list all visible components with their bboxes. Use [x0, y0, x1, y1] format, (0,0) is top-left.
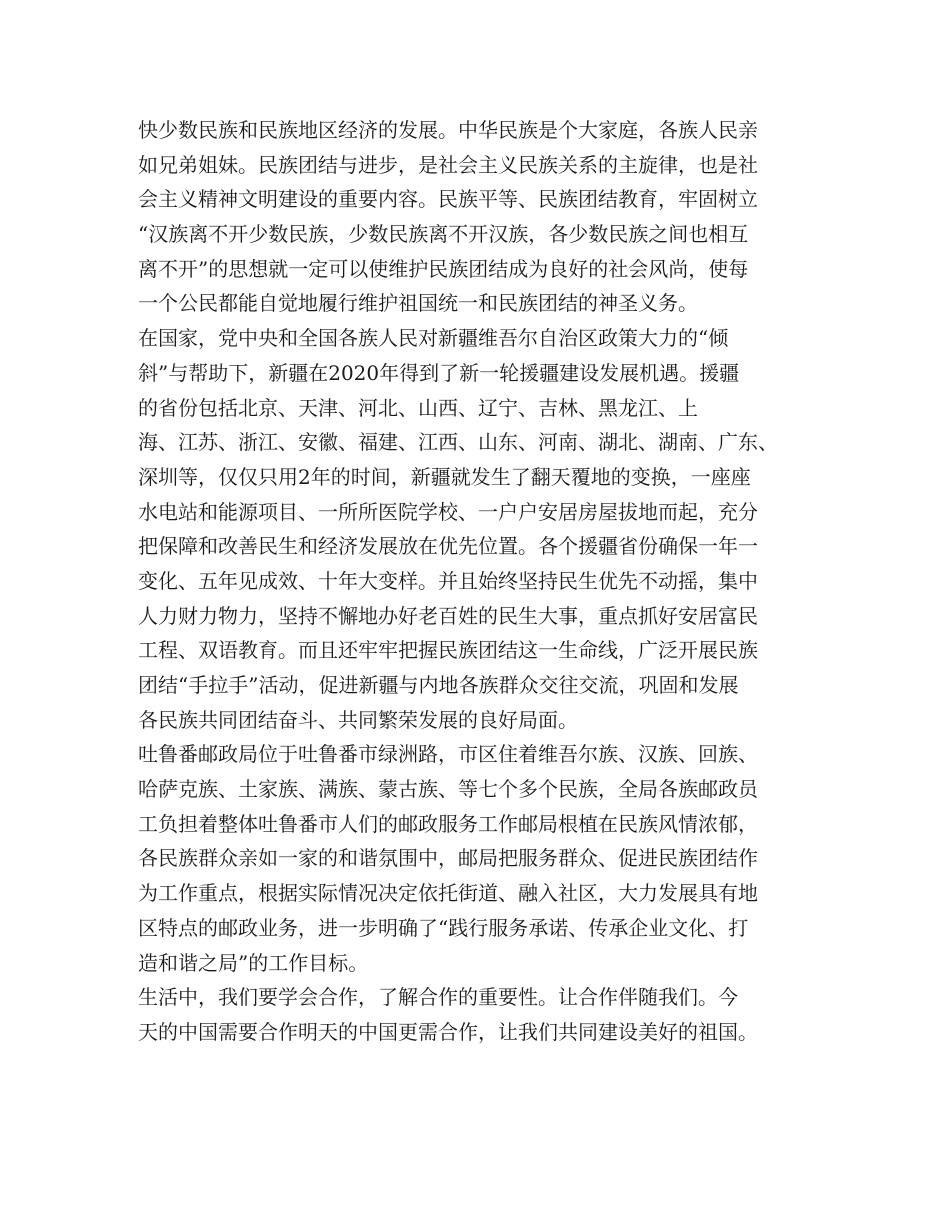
text-line: 区特点的邮政业务，进一步明确了“践行服务承诺、传承企业文化、打	[138, 915, 749, 940]
text-line: 天的中国需要合作明天的中国更需合作，让我们共同建设美好的祖国。	[138, 1019, 758, 1044]
text-line: 各民族群众亲如一家的和谐氛围中，邮局把服务群众、促进民族团结作	[138, 846, 758, 871]
text-line: 把保障和改善民生和经济发展放在优先位置。各个援疆省份确保一年一	[138, 534, 758, 559]
text-line: 一个公民都能自觉地履行维护祖国统一和民族团结的神圣义务。	[138, 291, 698, 316]
text-line: 海、江苏、浙江、安徽、福建、江西、山东、河南、湖北、湖南、广东、	[138, 430, 778, 455]
text-line: 离不开”的思想就一定可以使维护民族团结成为良好的社会风尚，使每	[138, 256, 749, 281]
text-line: “汉族离不开少数民族，少数民族离不开汉族，各少数民族之间也相互	[138, 222, 749, 247]
text-line: 变化、五年见成效、十年大变样。并且始终坚持民生优先不动摇，集中	[138, 568, 758, 593]
text-line: 各民族共同团结奋斗、共同繁荣发展的良好局面。	[138, 707, 578, 732]
text-line: 工负担着整体吐鲁番市人们的邮政服务工作邮局根植在民族风情浓郁，	[138, 811, 758, 836]
text-line: 会主义精神文明建设的重要内容。民族平等、民族团结教育，牢固树立	[138, 187, 758, 212]
text-line: 斜”与帮助下，新疆在2020年得到了新一轮援疆建设发展机遇。援疆	[138, 360, 740, 385]
text-line: 的省份包括北京、天津、河北、山西、辽宁、吉林、黑龙江、上	[138, 395, 698, 420]
text-line: 工程、双语教育。而且还牢牢把握民族团结这一生命线，广泛开展民族	[138, 638, 758, 663]
text-line: 快少数民族和民族地区经济的发展。中华民族是个大家庭，各族人民亲	[138, 118, 758, 142]
text-line: 如兄弟姐妹。民族团结与进步，是社会主义民族关系的主旋律，也是社	[138, 152, 758, 177]
text-line: 团结“手拉手”活动，促进新疆与内地各族群众交往交流，巩固和发展	[138, 673, 739, 697]
text-line: 哈萨克族、土家族、满族、蒙古族、等七个多个民族，全局各族邮政员	[138, 777, 758, 802]
text-line: 深圳等，仅仅只用2年的时间，新疆就发生了翻天覆地的变换，一座座	[138, 464, 751, 489]
text-line: 造和谐之局”的工作目标。	[138, 950, 369, 975]
text-line: 生活中，我们要学会合作，了解合作的重要性。让合作伴随我们。今	[138, 985, 738, 1010]
text-line: 水电站和能源项目、一所所医院学校、一户户安居房屋拔地而起，充分	[138, 499, 758, 524]
text-line: 吐鲁番邮政局位于吐鲁番市绿洲路，市区住着维吾尔族、汉族、回族、	[138, 742, 758, 767]
text-line: 在国家，党中央和全国各族人民对新疆维吾尔自治区政策大力的“倾	[138, 326, 729, 351]
text-line: 为工作重点，根据实际情况决定依托街道、融入社区，大力发展具有地	[138, 881, 758, 906]
text-line: 人力财力物力，坚持不懈地办好老百姓的民生大事，重点抓好安居富民	[138, 603, 758, 628]
document-body	[138, 113, 828, 1050]
